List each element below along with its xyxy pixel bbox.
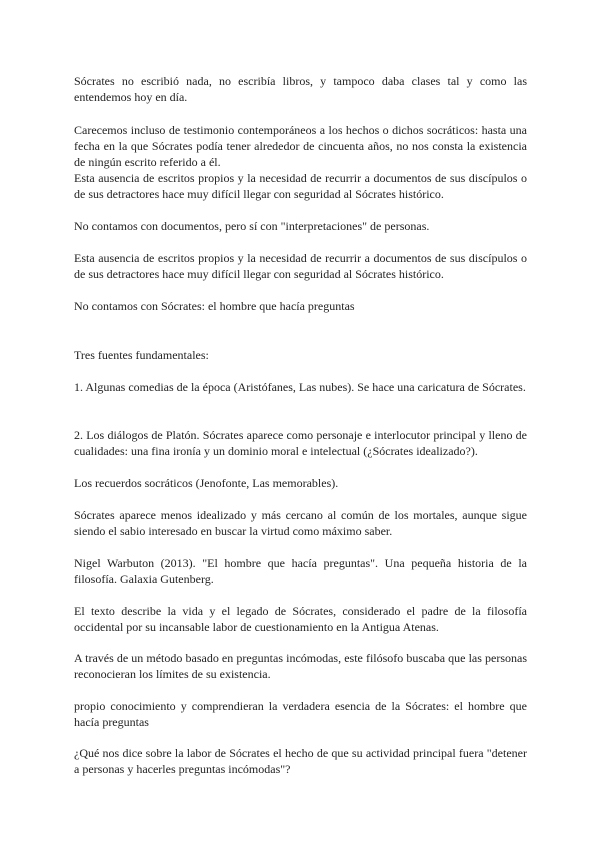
paragraph-citation: Nigel Warbuton (2013). "El hombre que hacía preguntas". Una pequeña historia de la filosofía. Galaxia Gutenberg.	[74, 556, 527, 586]
paragraph-interpretations: No contamos con documentos, pero sí con "interpretaciones" de personas.	[74, 219, 430, 233]
paragraph-intro: Sócrates no escribió nada, no escribía libros, y tampoco daba clases tal y como las entendemos hoy en día.	[74, 74, 527, 104]
paragraph-conocimiento: propio conocimiento y comprendieran la verdadera esencia de la Sócrates: el hombre que hacía preguntas	[74, 699, 527, 729]
paragraph-tres-fuentes: Tres fuentes fundamentales:	[74, 348, 209, 362]
paragraph-absence-1: Esta ausencia de escritos propios y la necesidad de recurrir a documentos de sus discípulos o de sus detractores hace muy difícil llegar con seguridad al Sócrates histórico.	[74, 171, 527, 201]
paragraph-menos-idealizado: Sócrates aparece menos idealizado y más cercano al común de los mortales, aunque sigue siendo el sabio interesado en buscar la virtud como máximo saber.	[74, 508, 527, 538]
paragraph-absence-2: Esta ausencia de escritos propios y la necesidad de recurrir a documentos de sus discípulos o de sus detractores hace muy difícil llegar con seguridad al Sócrates histórico.	[74, 251, 527, 281]
paragraph-fuente-2: 2. Los diálogos de Platón. Sócrates aparece como personaje e interlocutor principal y lleno de cualidades: una fina ironía y un dominio moral e intelectual (¿Sócrates idealizado?).	[74, 428, 527, 458]
paragraph-legado: El texto describe la vida y el legado de Sócrates, considerado el padre de la filosofía occidental por su incansable labor de cuestionamiento en la Antigua Atenas.	[74, 604, 527, 634]
paragraph-testimony: Carecemos incluso de testimonio contemporáneos a los hechos o dichos socráticos: hasta una fecha en la que Sócrates podía tener alrededor de cincuenta años, no nos consta la existencia de ningún escrito referido a él.	[74, 123, 527, 169]
paragraph-pregunta: ¿Qué nos dice sobre la labor de Sócrates el hecho de que su actividad principal fuera "detener a personas y hacerles preguntas incómodas"?	[74, 746, 527, 776]
paragraph-fuente-1: 1. Algunas comedias de la época (Aristófanes, Las nubes). Se hace una caricatura de Sócrates.	[74, 380, 526, 394]
paragraph-recuerdos: Los recuerdos socráticos (Jenofonte, Las memorables).	[74, 476, 339, 490]
paragraph-metodo: A través de un método basado en preguntas incómodas, este filósofo buscaba que las personas reconocieran los límites de su existencia.	[74, 651, 527, 681]
paragraph-hombre-preguntas: No contamos con Sócrates: el hombre que hacía preguntas	[74, 299, 355, 313]
